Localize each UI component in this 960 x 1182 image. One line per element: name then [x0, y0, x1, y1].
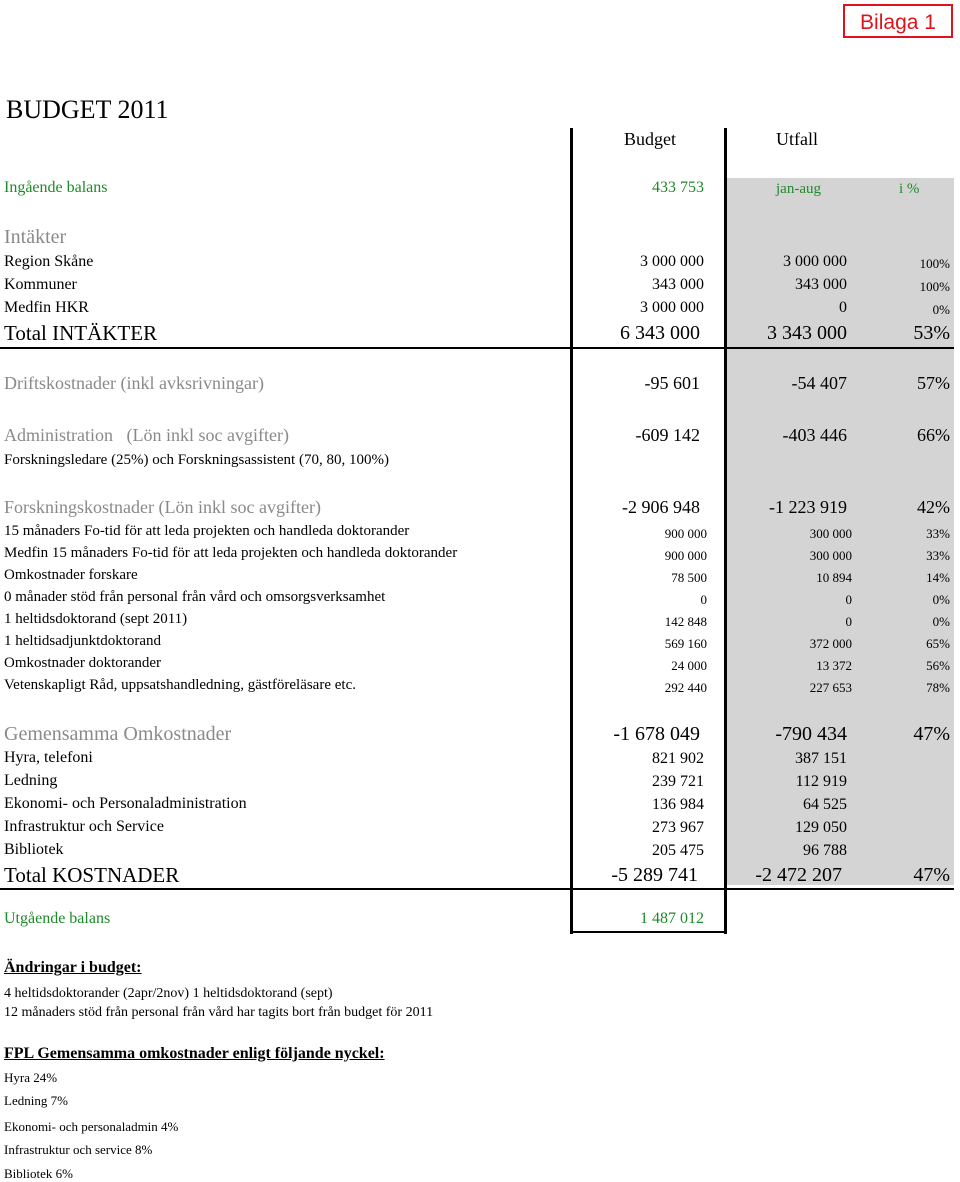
admin-costs-note: (Lön inkl soc avgifter)	[126, 425, 289, 445]
income-total-outcome: 3 343 000	[767, 322, 847, 344]
research-row-budget: 142 848	[664, 614, 707, 629]
total-costs-label: Total KOSTNADER	[4, 863, 180, 887]
closing-balance-label: Utgående balans	[4, 910, 111, 927]
research-row-outcome: 10 894	[816, 570, 852, 585]
total-costs-pct: 47%	[913, 864, 950, 886]
common-row-label: Infrastruktur och Service	[4, 818, 164, 835]
changes-line: 4 heltidsdoktorander (2apr/2nov) 1 heltidsdoktorand (sept)	[4, 986, 333, 1001]
income-heading: Intäkter	[4, 226, 67, 248]
research-row-label: 0 månader stöd från personal från vård och omsorgsverksamhet	[4, 589, 386, 605]
common-row-outcome: 129 050	[795, 819, 847, 836]
common-row-label: Hyra, telefoni	[4, 749, 93, 766]
research-row-outcome: 300 000	[809, 526, 852, 541]
research-row-pct: 33%	[926, 548, 950, 563]
budget-column-rule	[570, 128, 573, 934]
income-row-pct: 100%	[919, 256, 950, 271]
admin-costs-title: Administration	[4, 425, 113, 445]
income-row-budget: 3 000 000	[640, 299, 704, 316]
admin-costs-pct: 66%	[917, 425, 950, 445]
key-heading: FPL Gemensamma omkostnader enligt följande nyckel:	[4, 1045, 385, 1062]
income-row-label: Medfin HKR	[4, 299, 89, 316]
income-row-label: Kommuner	[4, 276, 77, 293]
research-row-label: 1 heltidsadjunktdoktorand	[4, 633, 162, 649]
operating-costs-outcome: -54 407	[791, 373, 847, 393]
research-row-outcome: 372 000	[809, 636, 852, 651]
research-row-budget: 569 160	[664, 636, 707, 651]
common-row-outcome: 64 525	[803, 796, 847, 813]
research-row-label: 15 månaders Fo-tid för att leda projekten och handleda doktorander	[4, 523, 410, 539]
key-line: Hyra 24%	[4, 1070, 58, 1085]
key-line: Ekonomi- och personaladmin 4%	[4, 1119, 179, 1134]
research-row-budget: 24 000	[671, 658, 707, 673]
income-row-outcome: 343 000	[795, 276, 847, 293]
common-row-outcome: 96 788	[803, 842, 847, 859]
research-row-outcome: 0	[845, 592, 852, 607]
income-row-outcome: 3 000 000	[783, 253, 847, 270]
research-row-pct: 78%	[926, 680, 950, 695]
percent-header: i %	[899, 181, 920, 197]
research-row-budget: 900 000	[664, 548, 707, 563]
cost-total-rule	[0, 888, 954, 890]
total-costs-budget: -5 289 741	[611, 864, 698, 886]
income-total-label: Total INTÄKTER	[4, 321, 158, 345]
research-row-label: 1 heltidsdoktorand (sept 2011)	[4, 611, 188, 627]
income-row-label: Region Skåne	[4, 253, 94, 270]
research-row-budget: 78 500	[671, 570, 707, 585]
operating-costs-title: Driftskostnader	[4, 373, 116, 393]
common-row-label: Ledning	[4, 772, 58, 789]
income-row-budget: 343 000	[652, 276, 704, 293]
common-row-budget: 239 721	[652, 773, 704, 790]
period-label: jan-aug	[776, 181, 821, 197]
income-total-budget: 6 343 000	[620, 322, 700, 344]
common-row-budget: 821 902	[652, 750, 704, 767]
income-row-budget: 3 000 000	[640, 253, 704, 270]
key-line: Bibliotek 6%	[4, 1166, 73, 1181]
research-costs-label	[4, 497, 321, 518]
research-row-pct: 65%	[926, 636, 950, 651]
research-row-outcome: 300 000	[809, 548, 852, 563]
common-costs-pct: 47%	[913, 723, 950, 745]
research-row-pct: 33%	[926, 526, 950, 541]
research-row-outcome: 227 653	[809, 680, 852, 695]
research-row-label: Omkostnader forskare	[4, 567, 138, 583]
operating-costs-label	[4, 373, 264, 394]
key-line: Infrastruktur och service 8%	[4, 1142, 153, 1157]
opening-balance-label: Ingående balans	[4, 179, 108, 196]
research-costs-pct: 42%	[917, 497, 950, 517]
research-row-label: Medfin 15 månaders Fo-tid för att leda projekten och handleda doktorander	[4, 545, 458, 561]
income-total-rule	[0, 347, 954, 349]
total-costs-outcome: -2 472 207	[755, 864, 842, 886]
research-costs-budget: -2 906 948	[622, 497, 700, 517]
outcome-column-rule	[724, 128, 727, 934]
opening-balance-budget: 433 753	[652, 179, 704, 196]
common-row-budget: 136 984	[652, 796, 704, 813]
page-title: BUDGET 2011	[6, 95, 169, 124]
admin-costs-sub: Forskningsledare (25%) och Forskningsassistent (70, 80, 100%)	[4, 452, 389, 468]
changes-heading: Ändringar i budget:	[4, 959, 142, 976]
income-row-pct: 100%	[919, 279, 950, 294]
operating-costs-budget: -95 601	[644, 373, 700, 393]
research-costs-note: (Lön inkl soc avgifter)	[158, 497, 321, 517]
common-row-label: Ekonomi- och Personaladministration	[4, 795, 247, 812]
common-row-budget: 273 967	[652, 819, 704, 836]
research-row-pct: 0%	[932, 614, 950, 629]
operating-costs-pct: 57%	[917, 373, 950, 393]
header-budget: Budget	[624, 129, 676, 149]
research-row-outcome: 0	[845, 614, 852, 629]
common-costs-budget: -1 678 049	[613, 723, 700, 745]
research-row-budget: 292 440	[664, 680, 707, 695]
admin-costs-outcome: -403 446	[782, 425, 847, 445]
admin-costs-label	[4, 425, 289, 446]
income-total-pct: 53%	[913, 322, 950, 344]
changes-line: 12 månaders stöd från personal från vård har tagits bort från budget för 2011	[4, 1005, 434, 1020]
attachment-badge: Bilaga 1	[843, 4, 953, 38]
common-row-label: Bibliotek	[4, 841, 64, 858]
key-line: Ledning 7%	[4, 1093, 68, 1108]
admin-costs-budget: -609 142	[635, 425, 700, 445]
operating-costs-note: (inkl avksrivningar)	[120, 373, 264, 393]
research-row-budget: 900 000	[664, 526, 707, 541]
income-row-outcome: 0	[839, 299, 847, 316]
research-row-budget: 0	[700, 592, 707, 607]
research-row-label: Vetenskapligt Råd, uppsatshandledning, gästföreläsare etc.	[4, 677, 356, 693]
closing-balance-budget: 1 487 012	[640, 910, 704, 927]
research-row-pct: 0%	[932, 592, 950, 607]
research-costs-outcome: -1 223 919	[769, 497, 847, 517]
research-row-label: Omkostnader doktorander	[4, 655, 162, 671]
common-row-outcome: 387 151	[795, 750, 847, 767]
header-utfall: Utfall	[776, 129, 818, 149]
common-costs-label: Gemensamma Omkostnader	[4, 723, 232, 745]
common-costs-outcome: -790 434	[775, 723, 847, 745]
closing-rule	[570, 931, 727, 933]
research-row-pct: 56%	[926, 658, 950, 673]
research-row-pct: 14%	[926, 570, 950, 585]
common-row-budget: 205 475	[652, 842, 704, 859]
research-row-outcome: 13 372	[816, 658, 852, 673]
common-row-outcome: 112 919	[795, 773, 847, 790]
income-row-pct: 0%	[932, 302, 950, 317]
research-costs-title: Forskningskostnader	[4, 497, 154, 517]
